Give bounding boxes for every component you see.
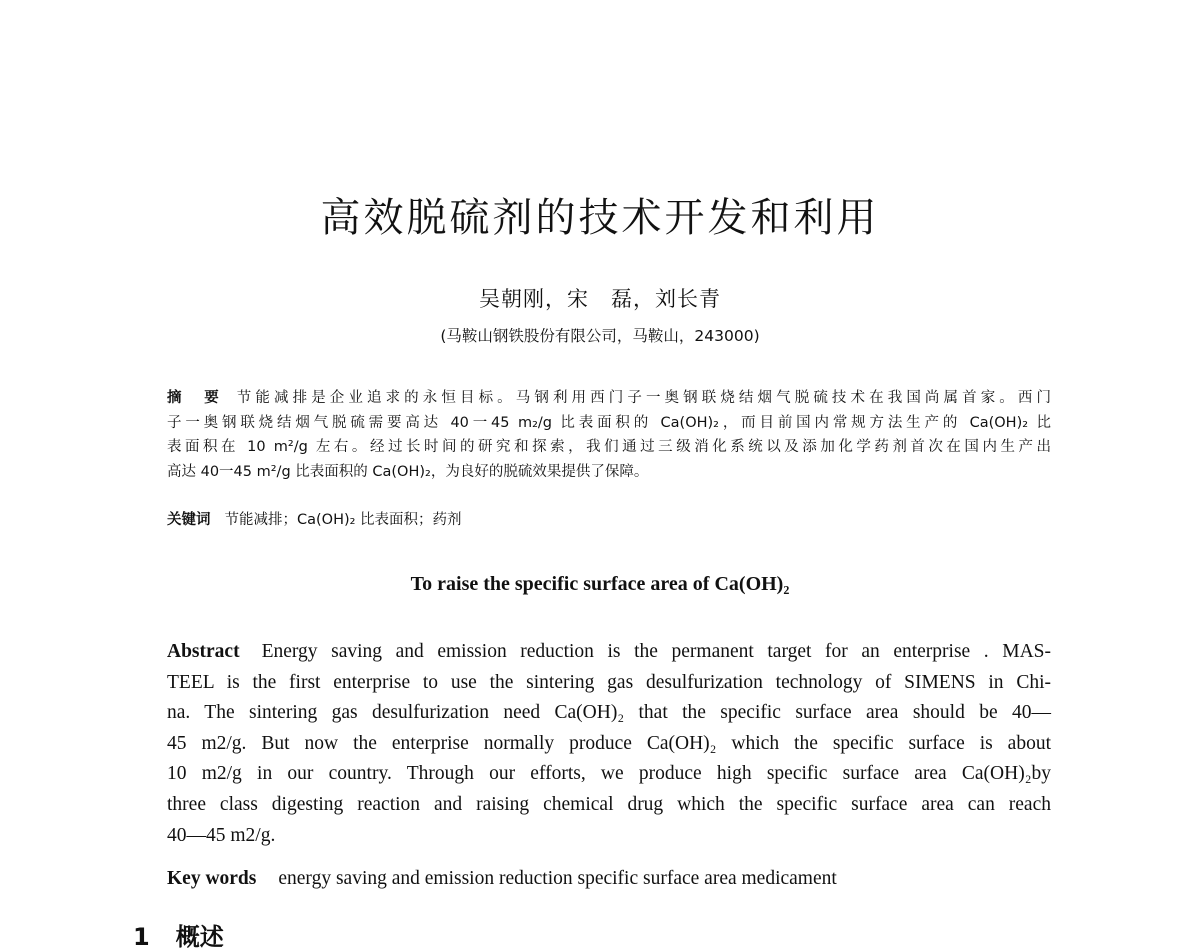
chinese-abstract-line: 表面积在 10 m²/g 左右。经过长时间的研究和探索，我们通过三级消化系统以及添加化学药剂首次在国内生产出 (167, 439, 1051, 455)
author-affiliation: (马鞍山钢铁股份有限公司，马鞍山，243000) (440, 327, 760, 345)
english-abstract-line: TEEL is the first enterprise to use the sintering gas desulfurization technology of SIMENS in Chi- (167, 671, 1051, 693)
chinese-keywords-label: 关键词 (167, 512, 211, 528)
paper-title: 高效脱硫剂的技术开发和利用 (320, 195, 880, 241)
author-list: 吴朝刚，宋 磊，刘长青 (479, 287, 721, 311)
chinese-abstract (167, 386, 1051, 484)
chinese-abstract-line: 子一奥钢联烧结烟气脱硫需要高达 40一45 m₂/g 比表面积的 Ca(OH)₂，而目前国内常规方法生产的 Ca(OH)₂ 比 (167, 414, 1051, 431)
section-heading (133, 922, 224, 952)
chinese-abstract-line: 高达 40一45 m²/g 比表面积的 Ca(OH)₂，为良好的脱硫效果提供了保障。 (167, 463, 649, 480)
section-title: 概述 (175, 923, 224, 951)
english-abstract-text: Energy saving and emission reduction is the permanent target for an enterprise . MAS- (261, 641, 1051, 662)
chinese-keywords (167, 508, 462, 532)
english-title: To raise the specific surface area of Ca(OH)₂ (410, 573, 790, 595)
chinese-abstract-text: 节能减排是企业追求的永恒目标。马钢利用西门子一奥钢联烧结烟气脱硫技术在我国尚属首家。西门 (236, 390, 1051, 406)
chinese-abstract-line (167, 386, 1051, 411)
english-keywords (167, 864, 837, 894)
english-abstract-line: 45 m2/g. But now the enterprise normally produce Ca(OH)₂ which the specific surface is about (167, 732, 1051, 754)
english-abstract-label: Abstract (167, 641, 240, 662)
english-abstract-line: 40—45 m2/g. (167, 824, 276, 846)
english-abstract-line: 10 m2/g in our country. Through our efforts, we produce high specific surface area Ca(OH)₂by (167, 763, 1051, 785)
english-keywords-label: Key words (167, 868, 257, 889)
english-abstract-line: na. The sintering gas desulfurization need Ca(OH)₂ that the specific surface area should be 40— (167, 702, 1051, 724)
english-abstract (167, 637, 1051, 851)
chinese-abstract-label: 摘 要 (167, 390, 223, 406)
english-abstract-line: three class digesting reaction and raising chemical drug which the specific surface area can reach (167, 793, 1051, 815)
english-abstract-line (167, 637, 1051, 668)
section-number: 1 (133, 923, 150, 951)
english-keywords-text: energy saving and emission reduction specific surface area medicament (278, 868, 837, 889)
chinese-keywords-text: 节能减排；Ca(OH)₂ 比表面积；药剂 (224, 512, 462, 528)
